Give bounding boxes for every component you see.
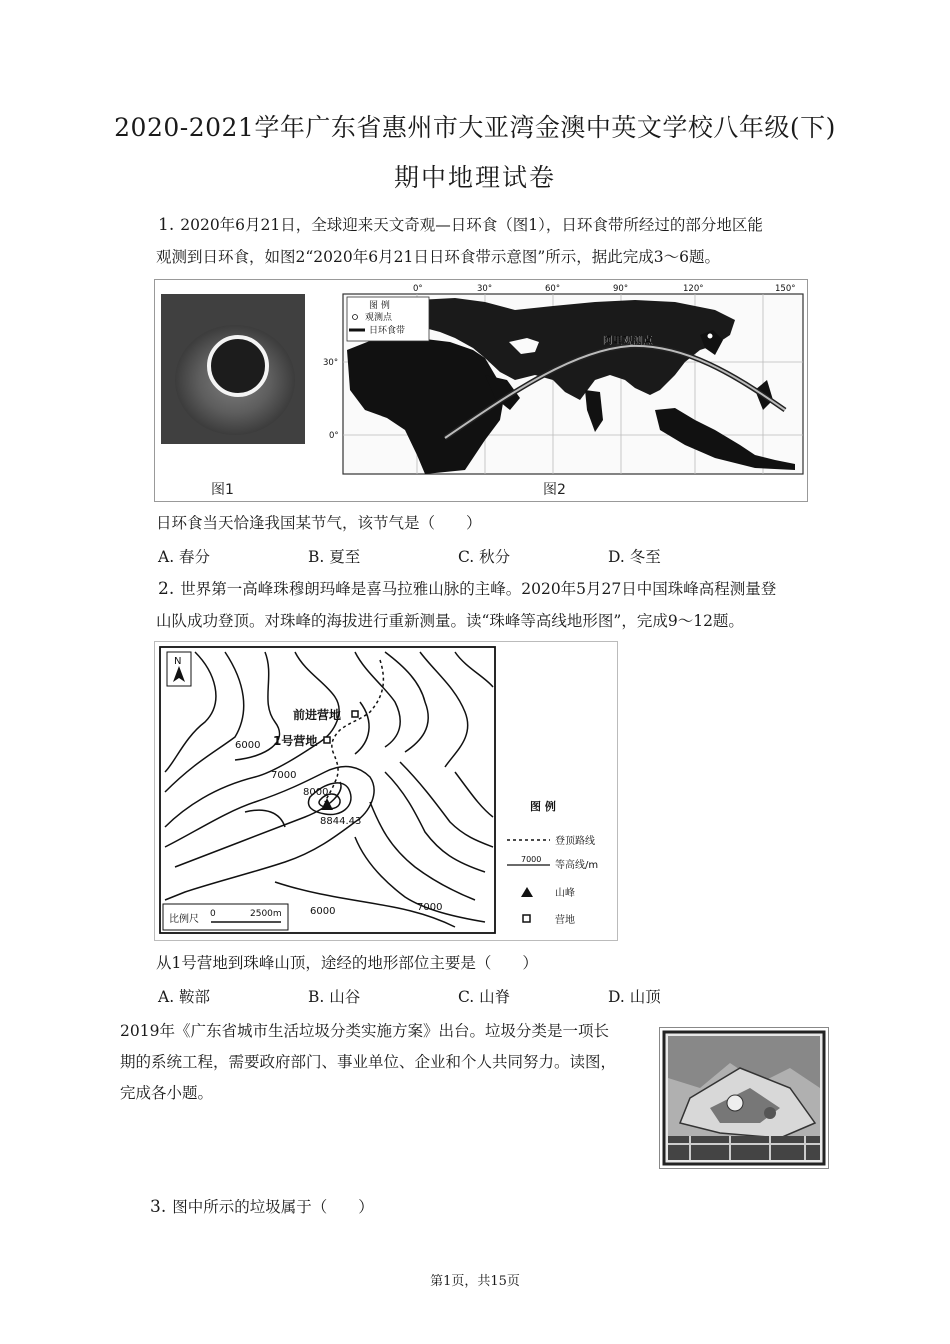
lon-label-30: 30° [477, 284, 493, 294]
q1-option-a[interactable]: A. 春分 [158, 548, 211, 566]
contour-label-8000: 8000 [303, 787, 329, 798]
scale-distance: 2500m [250, 909, 282, 919]
legend-peak: 山峰 [555, 888, 575, 899]
legend-contour: 等高线/m [555, 860, 599, 871]
q1-option-c[interactable]: C. 秋分 [458, 548, 511, 566]
contour-label-7000: 7000 [271, 770, 297, 781]
lat-labels [323, 358, 339, 441]
exam-title: 2020-2021学年广东省惠州市大亚湾金澳中英文学校八年级(下) [114, 113, 836, 142]
q3-question: 3. 图中所示的垃圾属于（ ） [150, 1197, 374, 1217]
peak-elevation: 8844.43 [320, 816, 362, 827]
q1-figure-svg [155, 280, 807, 501]
q2-stem-line1: 2. 世界第一高峰珠穆朗玛峰是喜马拉雅山脉的主峰。2020年5月27日中国珠峰高程测量登 [158, 579, 777, 599]
q1-stem-line2: 观测到日环食，如图2“2020年6月21日日环食带示意图”所示，据此完成3～6题。 [156, 248, 720, 266]
fig1-label: 图1 [211, 482, 234, 498]
camp1-label: 1号营地 [273, 734, 318, 748]
eclipse-ring [209, 337, 267, 395]
q2-question: 从1号营地到珠峰山顶，途经的地形部位主要是（ ） [156, 954, 538, 972]
q1-number: 1. [158, 215, 175, 235]
q2-option-a[interactable]: A. 鞍部 [158, 988, 211, 1006]
contour-label-6000-b: 6000 [310, 906, 336, 917]
lon-label-0: 0° [413, 284, 423, 294]
q3-intro-line2: 期的系统工程，需要政府部门、事业单位、企业和个人共同努力。读图， [120, 1053, 617, 1071]
lat-label-0: 0° [329, 431, 339, 441]
lon-label-150: 150° [775, 284, 796, 294]
legend-contour-num: 7000 [521, 855, 542, 864]
q2-option-b[interactable]: B. 山谷 [308, 988, 361, 1006]
q3-number: 3. [150, 1197, 167, 1217]
map-legend-title: 图 例 [369, 301, 390, 311]
legend-camp: 营地 [555, 915, 575, 926]
forward-camp-marker [352, 711, 358, 717]
forward-camp-label: 前进营地 [293, 708, 342, 722]
lon-label-120: 120° [683, 284, 704, 294]
ali-observation-point [707, 333, 713, 339]
lon-label-90: 90° [613, 284, 629, 294]
lon-labels [413, 284, 795, 294]
ali-point-label: 阿里观测点 [603, 336, 653, 347]
contour-label-7000-b: 7000 [417, 902, 443, 913]
exam-subtitle: 期中地理试卷 [393, 163, 556, 192]
fig2-label: 图2 [543, 482, 566, 498]
q1-question: 日环食当天恰逢我国某节气，该节气是（ ） [156, 514, 482, 532]
map-legend-band: 日环食带 [369, 326, 406, 336]
q1-figure [154, 279, 808, 502]
legend-camp-icon [523, 915, 530, 922]
page-footer: 第1页，共15页 [430, 1274, 520, 1289]
q3-intro-line1: 2019年《广东省城市生活垃圾分类实施方案》出台。垃圾分类是一项长 [120, 1022, 609, 1040]
contour-label-6000-a: 6000 [235, 740, 261, 751]
q2-stem-line2: 山队成功登顶。对珠峰的海拔进行重新测量。读“珠峰等高线地形图”，完成9～12题。 [156, 612, 744, 630]
north-label: N [174, 656, 182, 667]
map-legend-point: 观测点 [365, 313, 393, 323]
contour-map-svg [155, 642, 617, 940]
lat-label-30: 30° [323, 358, 339, 368]
legend-peak-icon [521, 887, 533, 897]
q2-option-c[interactable]: C. 山脊 [458, 988, 511, 1006]
q2-figure [154, 641, 618, 941]
q3-intro-line3: 完成各小题。 [120, 1084, 214, 1102]
lon-label-60: 60° [545, 284, 561, 294]
legend-route: 登顶路线 [555, 836, 595, 847]
q1-stem-line1: 1. 2020年6月21日，全球迎来天文奇观—日环食（图1），日环食带所经过的部分地区能 [158, 215, 763, 235]
scale-zero: 0 [210, 909, 216, 919]
q1-option-d[interactable]: D. 冬至 [608, 548, 661, 566]
q1-option-b[interactable]: B. 夏至 [308, 548, 361, 566]
contour-legend-title: 图 例 [530, 800, 556, 813]
camp1-marker [324, 737, 330, 743]
q2-option-d[interactable]: D. 山顶 [608, 988, 661, 1006]
garbage-photo-svg [660, 1028, 828, 1168]
scale-label: 比例尺 [169, 914, 199, 925]
q2-number: 2. [158, 579, 175, 599]
legend-point-symbol [353, 315, 358, 320]
garbage-photo [659, 1027, 829, 1169]
